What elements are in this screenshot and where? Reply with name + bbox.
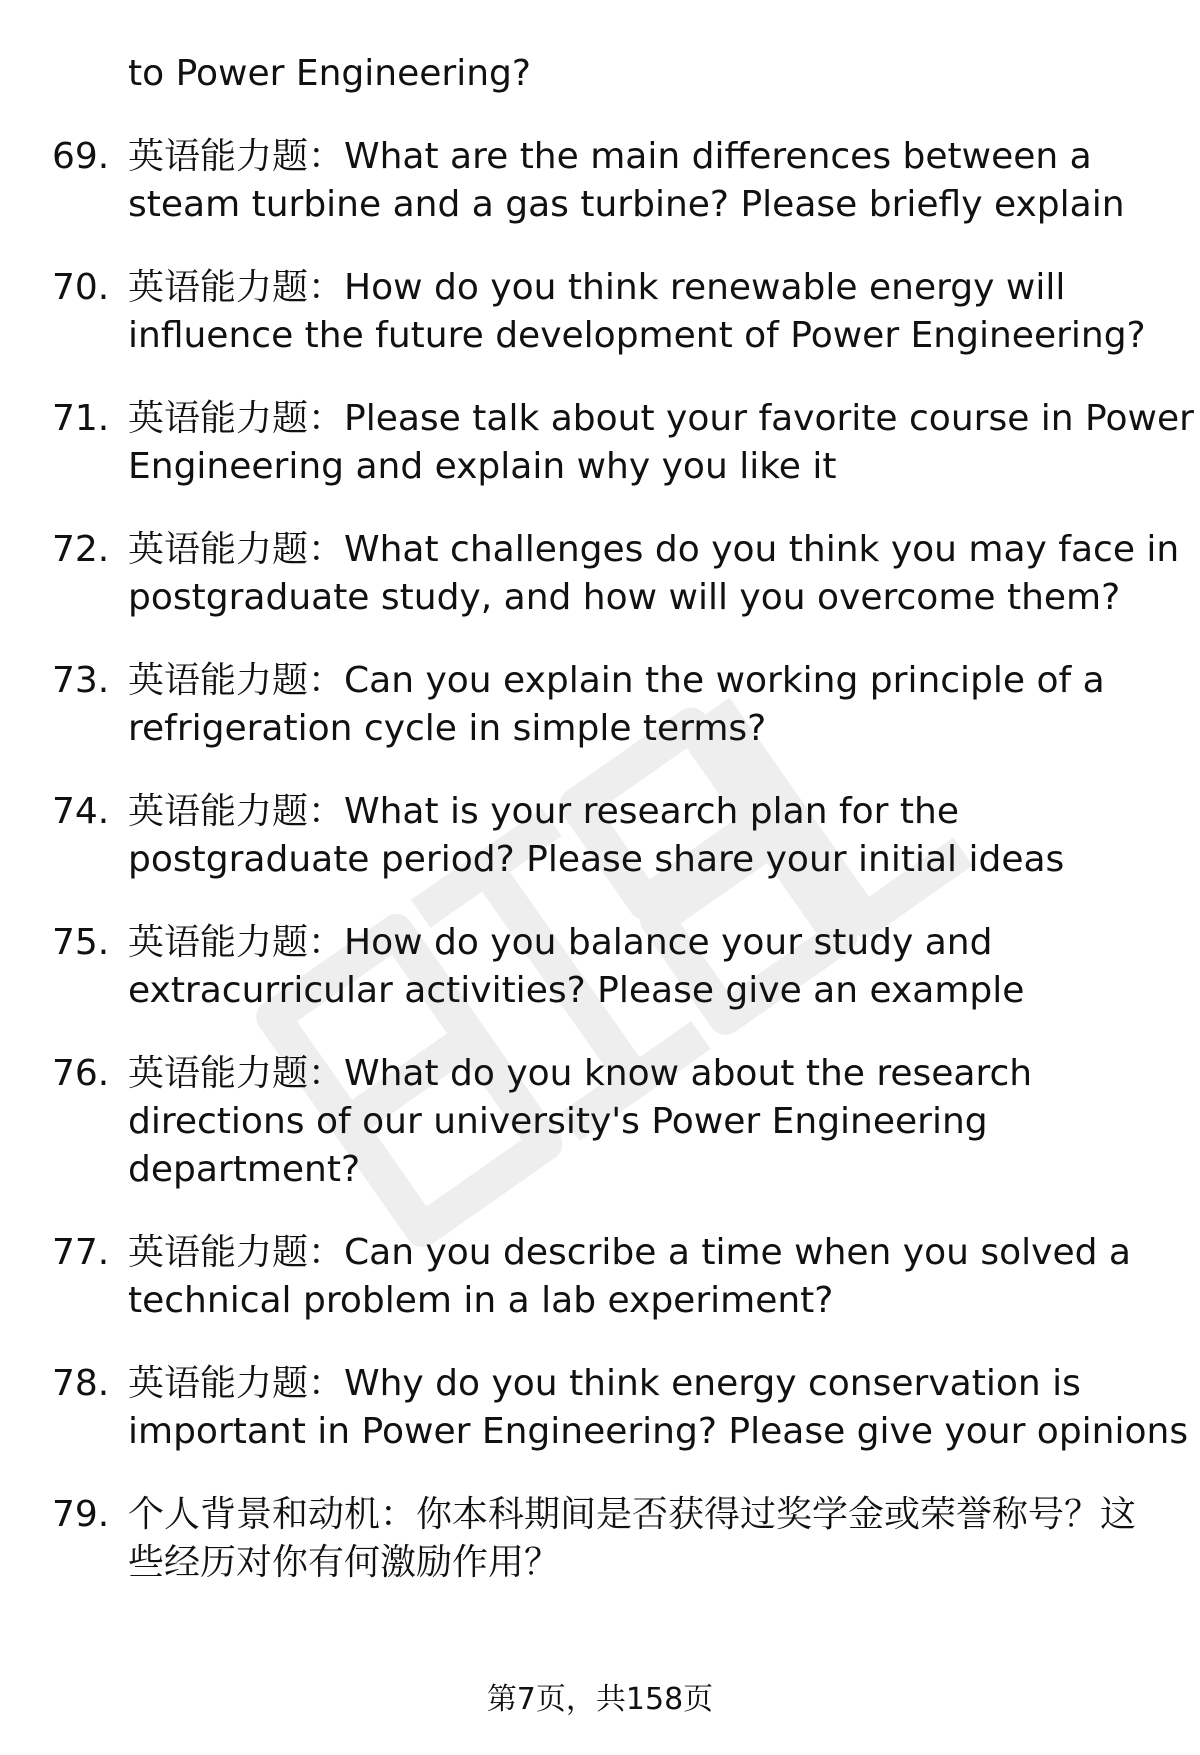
question-text-line: 英语能力题：Please talk about your favorite course in Power: [128, 398, 1194, 439]
question-text-line: 些经历对你有何激励作用？: [128, 1542, 561, 1583]
question-text-line: postgraduate period? Please share your initial ideas: [128, 839, 1065, 880]
question-text-line: 英语能力题：What do you know about the research: [128, 1053, 1033, 1094]
question-text-line: technical problem in a lab experiment?: [128, 1280, 834, 1321]
question-text-line: influence the future development of Power Engineering?: [128, 315, 1146, 356]
question-number: 74.: [52, 791, 110, 832]
question-text-line: important in Power Engineering? Please give your opinions: [128, 1411, 1189, 1452]
question-item-71: [0, 395, 1200, 491]
question-item-75: [0, 919, 1200, 1015]
question-number: 75.: [52, 922, 110, 963]
question-text-line: directions of our university's Power Engineering: [128, 1101, 988, 1142]
question-item-72: [0, 526, 1200, 622]
question-number: 76.: [52, 1053, 110, 1094]
question-text-line: refrigeration cycle in simple terms?: [128, 708, 767, 749]
question-number: 77.: [52, 1232, 110, 1273]
question-text-line: 英语能力题：How do you balance your study and: [128, 922, 993, 963]
question-text-line: 个人背景和动机：你本科期间是否获得过奖学金或荣誉称号？这: [128, 1494, 1137, 1535]
question-item-69: [0, 133, 1200, 229]
question-list: [0, 50, 1200, 1622]
question-text-line: Engineering and explain why you like it: [128, 446, 837, 487]
question-number: 69.: [52, 136, 110, 177]
question-item-79: [0, 1491, 1200, 1587]
question-item-74: [0, 788, 1200, 884]
question-number: 79.: [52, 1494, 110, 1535]
question-item-78: [0, 1360, 1200, 1456]
question-text-line: 英语能力题：How do you think renewable energy will: [128, 267, 1066, 308]
question-item-77: [0, 1229, 1200, 1325]
question-text-line: department?: [128, 1149, 361, 1190]
question-text-line: 英语能力题：Can you describe a time when you solved a: [128, 1232, 1131, 1273]
question-item-73: [0, 657, 1200, 753]
question-number: 71.: [52, 398, 110, 439]
question-number: 72.: [52, 529, 110, 570]
question-number: 78.: [52, 1363, 110, 1404]
question-number: 73.: [52, 660, 110, 701]
question-number: 70.: [52, 267, 110, 308]
question-item-76: [0, 1050, 1200, 1194]
question-item-70: [0, 264, 1200, 360]
page-footer: 第7页，共158页: [486, 1682, 714, 1717]
question-text-line: 英语能力题：What are the main differences between a: [128, 136, 1092, 177]
question-text-line: extracurricular activities? Please give an example: [128, 970, 1025, 1011]
question-text-line: 英语能力题：What is your research plan for the: [128, 791, 960, 832]
continuation-line: to Power Engineering?: [128, 53, 531, 94]
question-text-line: 英语能力题：What challenges do you think you may face in: [128, 529, 1180, 570]
question-text-line: steam turbine and a gas turbine? Please briefly explain: [128, 184, 1125, 225]
question-text-line: postgraduate study, and how will you overcome them?: [128, 577, 1121, 618]
question-text-line: 英语能力题：Why do you think energy conservation is: [128, 1363, 1081, 1404]
question-text-line: 英语能力题：Can you explain the working principle of a: [128, 660, 1105, 701]
